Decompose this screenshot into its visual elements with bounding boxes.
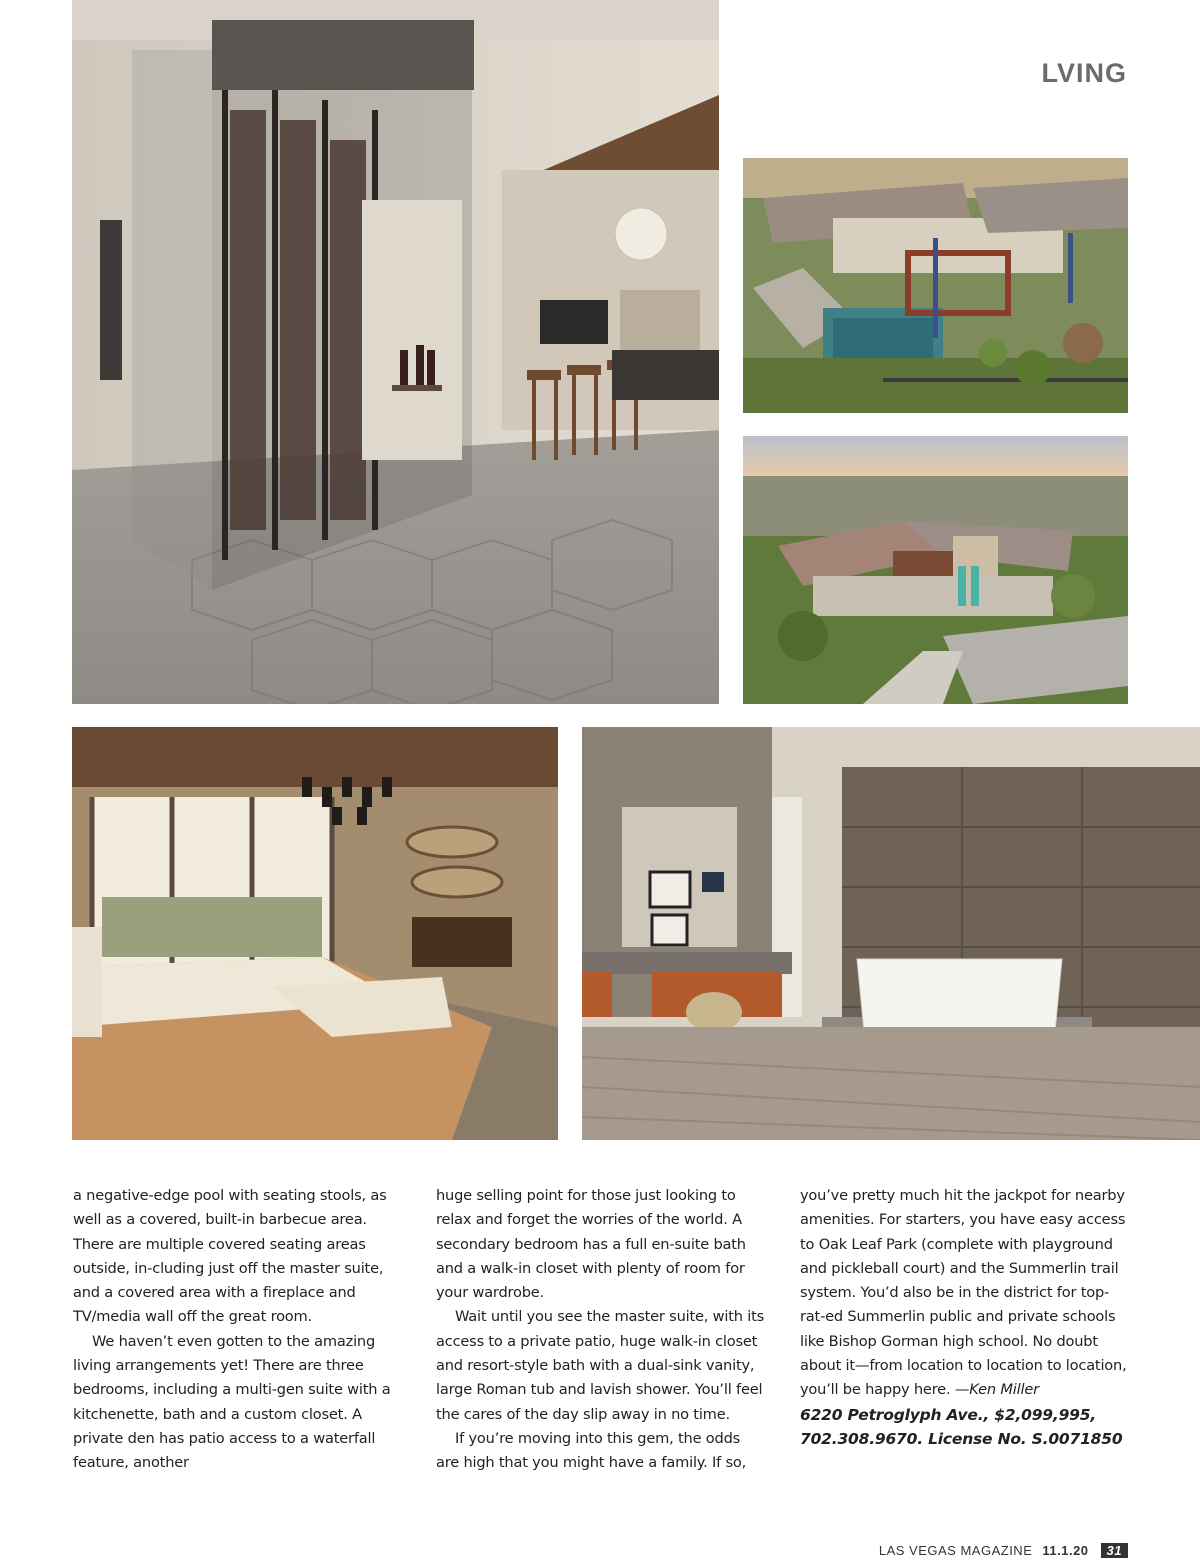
article-column-2 — [436, 1184, 766, 1476]
paragraph — [800, 1184, 1130, 1403]
master-bedroom-photo — [72, 727, 558, 1140]
listing-line: 702.308.9670. License No. S.0071850 — [800, 1429, 1123, 1448]
aerial-front-photo — [743, 436, 1128, 704]
paragraph: We haven’t even gotten to the amazing living arrangements yet! There are three bedrooms, including a multi-gen suite with a kitchenette, bath and a custom closet. A private den has patio access to a waterfall feature, another — [73, 1332, 391, 1472]
paragraph: Wait until you see the master suite, with its access to a private patio, huge walk-in closet and resort-style bath with a dual-sink vanity, large Roman tub and lavish shower. You’ll feel the cares of the day slip away in no time. — [436, 1308, 765, 1423]
paragraph: If you’re moving into this gem, the odds are high that you might have a family. If so, — [436, 1429, 747, 1472]
page-footer — [879, 1543, 1128, 1558]
wine-cellar-photo — [72, 0, 719, 704]
section-label: LVING — [1041, 58, 1127, 88]
master-bath-photo — [582, 727, 1200, 1140]
issue-date: 11.1.20 — [1042, 1543, 1089, 1558]
paragraph: huge selling point for those just looking to relax and forget the worries of the world. A secondary bedroom has a full en-suite bath and a walk-in closet with plenty of room for your wardrobe. — [436, 1187, 746, 1302]
aerial-pool-photo — [743, 158, 1128, 413]
page-number: 31 — [1101, 1543, 1128, 1558]
article-column-3 — [800, 1184, 1130, 1451]
article-column-1 — [73, 1184, 403, 1476]
listing-line: 6220 Petroglyph Ave., $2,099,995, — [800, 1405, 1097, 1424]
paragraph-text: you’ve pretty much hit the jackpot for nearby amenities. For starters, you have easy access to Oak Leaf Park (complete with playground and pickleball court) and the Summerlin trail system. You’d also be in the district for top-rat-ed Summerlin public and private schools like Bishop Gorman high school. No doubt about it—from location to location to location, you’ll be happy here. — [800, 1187, 1127, 1399]
byline: —Ken Miller — [954, 1381, 1039, 1399]
paragraph: a negative-edge pool with seating stools, as well as a covered, built-in barbecue area. There are multiple covered seating areas outside, in-cluding just off the master suite, and a covered area with a fireplace and TV/media wall off the great room. — [73, 1187, 387, 1326]
magazine-name: LAS VEGAS MAGAZINE — [878, 1543, 1033, 1558]
